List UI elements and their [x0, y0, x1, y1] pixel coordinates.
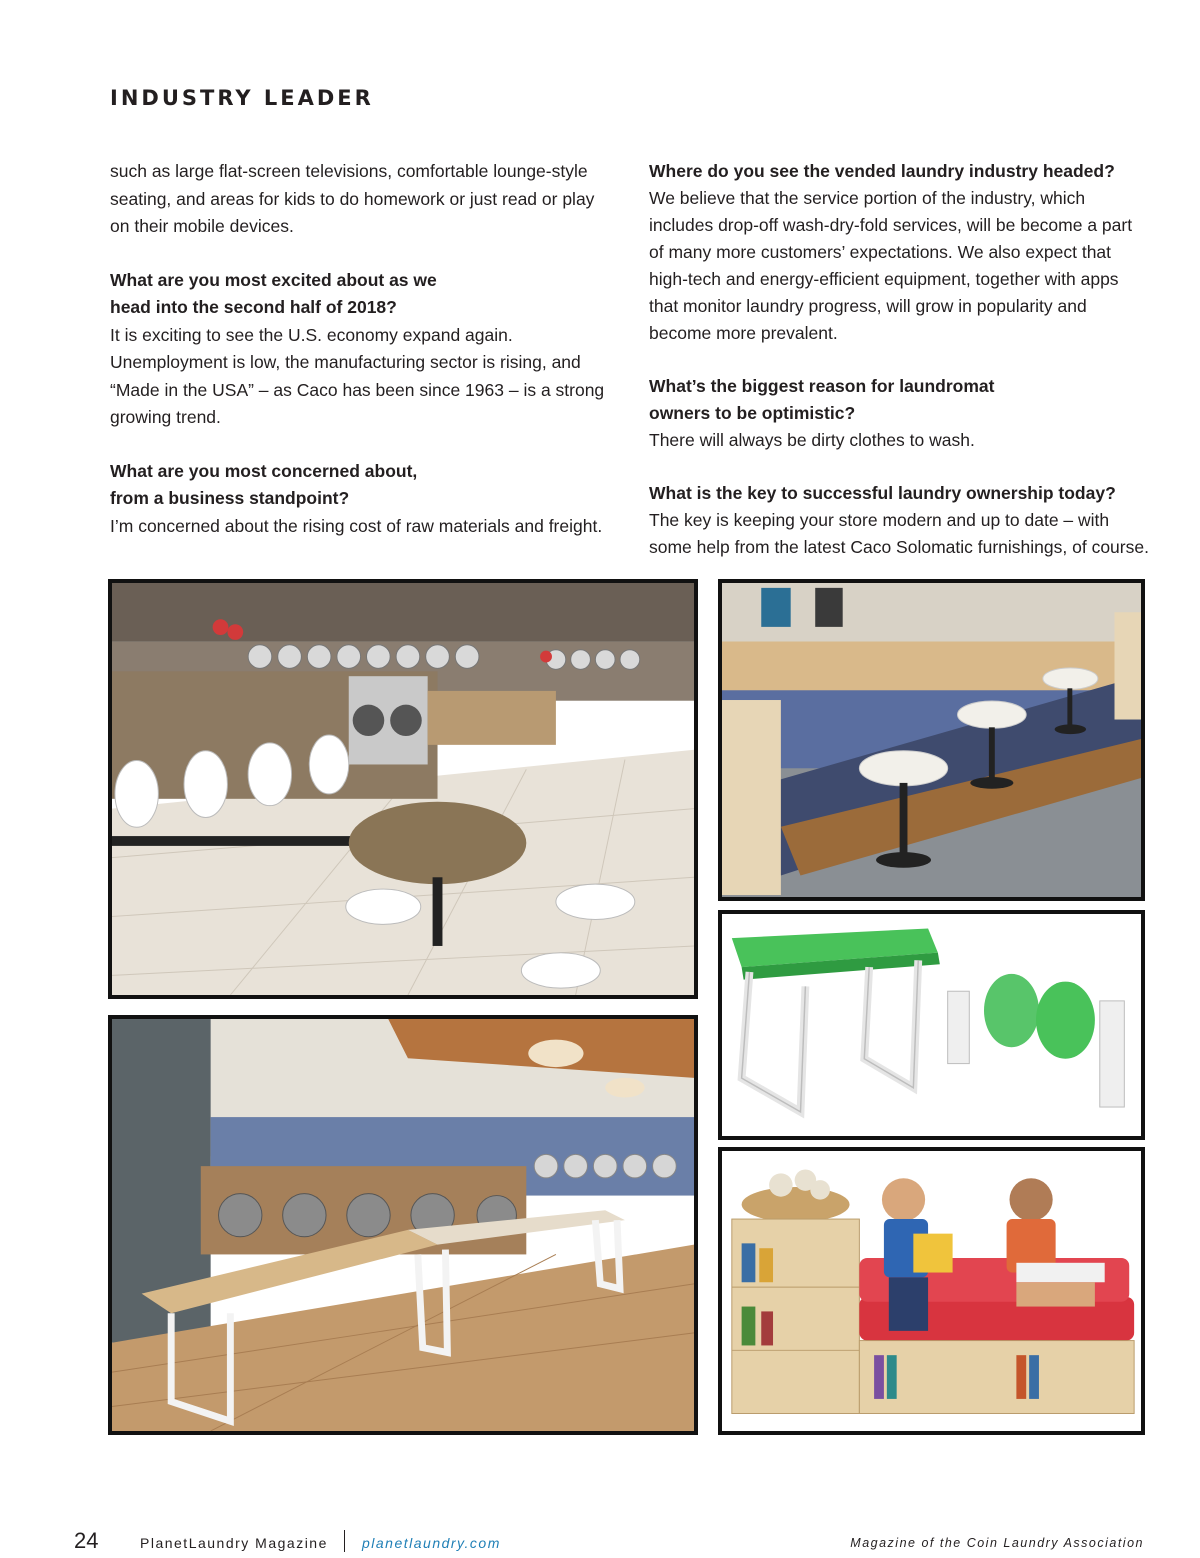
magazine-name: PlanetLaundry Magazine [140, 1535, 328, 1551]
answer-industry-headed: We believe that the service portion of the industry, which includes drop-off wash-dry-fold services, will be become a part of many more customers’ expectations. We also expect that high-tech and energy-efficient equipment, together with apps that monitor laundry progress, will grow in popularity and become more prevalent. [649, 188, 1133, 343]
answer-excited: It is exciting to see the U.S. economy expand again. Unemployment is low, the manufacturing sector is rising, and “Made in the USA” – as Caco has been since 1963 – is a strong growing trend. [110, 324, 605, 427]
photo-kids-reading-bench [718, 1147, 1145, 1435]
photo-banquette-tables [718, 579, 1145, 901]
page-number: 24 [74, 1528, 99, 1553]
photo-laundromat-tables [108, 1015, 698, 1435]
photo-laundromat-seating [108, 579, 698, 999]
answer-optimistic: There will always be dirty clothes to wash. [649, 430, 975, 450]
page-footer [0, 1528, 1200, 1558]
left-column [110, 158, 610, 540]
question-key-success: What is the key to successful laundry ownership today? [649, 483, 1116, 503]
answer-key-success: The key is keeping your store modern and up to date – with some help from the latest Caco Solomatic furnishings, of course. [649, 510, 1149, 557]
website-link[interactable]: planetlaundry.com [362, 1535, 501, 1551]
magazine-tagline: Magazine of the Coin Laundry Association [850, 1536, 1144, 1550]
question-concerned: What are you most concerned about, from a business standpoint? [110, 460, 418, 508]
question-industry-headed: Where do you see the vended laundry industry headed? [649, 161, 1115, 181]
footer-divider [344, 1530, 345, 1552]
right-column [649, 158, 1149, 561]
section-title: INDUSTRY LEADER [110, 86, 374, 110]
intro-paragraph: such as large flat-screen televisions, comfortable lounge-style seating, and areas for kids to do homework or just read or play on their mobile devices. [110, 161, 595, 236]
photo-green-furniture [718, 910, 1145, 1140]
question-optimistic: What’s the biggest reason for laundromat owners to be optimistic? [649, 376, 995, 423]
answer-concerned: I’m concerned about the rising cost of raw materials and freight. [110, 515, 603, 536]
question-excited: What are you most excited about as we head into the second half of 2018? [110, 269, 437, 317]
